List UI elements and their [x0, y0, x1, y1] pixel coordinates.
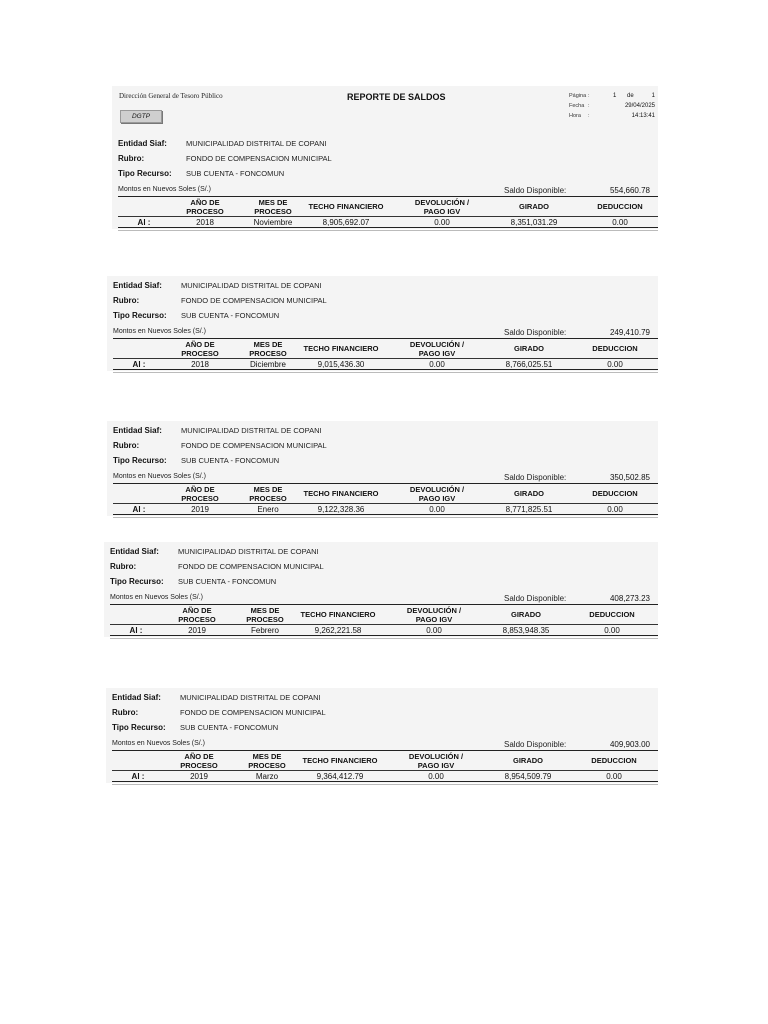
time-value: 14:13:41	[631, 113, 655, 119]
rubro-row	[113, 439, 658, 452]
cell-anio: 2018	[191, 360, 209, 369]
saldo-disponible-label: Saldo Disponible:	[504, 473, 567, 482]
date-value: 29/04/2025	[624, 103, 655, 109]
currency-note: Montos en Nuevos Soles (S/.)	[113, 473, 206, 480]
balance-table	[112, 750, 658, 782]
entidad-row	[113, 279, 658, 292]
entidad-value: MUNICIPALIDAD DISTRITAL DE COPANI	[181, 426, 322, 435]
rubro-row	[118, 152, 658, 165]
cell-girado: 8,351,031.29	[510, 218, 558, 227]
entidad-label: Entidad Siaf:	[113, 426, 162, 435]
tipo-value: SUB CUENTA - FONCOMUN	[186, 169, 285, 178]
saldo-section	[104, 542, 658, 637]
cell-girado: 8,771,825.51	[505, 505, 553, 514]
tipo-row	[110, 575, 658, 588]
table-bottom-rule	[113, 517, 658, 518]
rubro-row	[112, 706, 658, 719]
entidad-value: MUNICIPALIDAD DISTRITAL DE COPANI	[178, 547, 319, 556]
rubro-row	[113, 294, 658, 307]
tipo-label: Tipo Recurso:	[113, 456, 167, 465]
time-row	[569, 113, 657, 123]
table-bottom-rule	[110, 638, 658, 639]
entidad-label: Entidad Siaf:	[118, 139, 167, 148]
entidad-value: MUNICIPALIDAD DISTRITAL DE COPANI	[186, 139, 327, 148]
dgtp-badge: DGTP	[120, 110, 162, 123]
saldo-disponible-label: Saldo Disponible:	[504, 186, 567, 195]
cell-deduccion: 0.00	[604, 626, 620, 635]
saldo-disponible-label: Saldo Disponible:	[504, 328, 567, 337]
saldo-disponible-value: 554,660.78	[609, 186, 650, 195]
column-header-devol: DEVOLUCIÓN / PAGO IGV	[414, 198, 470, 216]
cell-techo: 9,262,221.58	[314, 626, 362, 635]
rubro-label: Rubro:	[112, 708, 139, 717]
row-label-al: Al :	[137, 218, 151, 227]
column-header-techo: TECHO FINANCIERO	[300, 610, 376, 619]
cell-anio: 2019	[191, 505, 209, 514]
page-total: 1	[651, 93, 655, 99]
column-header-anio: AÑO DE PROCESO	[180, 752, 218, 770]
tipo-label: Tipo Recurso:	[113, 311, 167, 320]
balance-table	[110, 604, 658, 636]
column-header-girado: GIRADO	[511, 610, 541, 619]
rubro-row	[110, 560, 658, 573]
page-of-label: de	[627, 93, 634, 99]
currency-note: Montos en Nuevos Soles (S/.)	[110, 594, 203, 601]
cell-techo: 9,364,412.79	[316, 772, 364, 781]
column-header-girado: GIRADO	[514, 489, 544, 498]
tipo-value: SUB CUENTA - FONCOMUN	[180, 723, 279, 732]
cell-techo: 9,015,436.30	[317, 360, 365, 369]
table-bottom-rule	[113, 372, 658, 373]
saldo-disponible-value: 408,273.23	[609, 594, 650, 603]
row-label-al: Al :	[129, 626, 143, 635]
row-label-al: Al :	[132, 505, 146, 514]
rubro-value: FONDO DE COMPENSACION MUNICIPAL	[186, 154, 332, 163]
column-header-techo: TECHO FINANCIERO	[303, 344, 379, 353]
cell-anio: 2019	[190, 772, 208, 781]
time-colon: :	[588, 113, 590, 119]
column-header-mes: MES DE PROCESO	[248, 752, 286, 770]
report-title: REPORTE DE SALDOS	[347, 92, 446, 102]
column-header-girado: GIRADO	[513, 756, 543, 765]
saldo-disponible-value: 350,502.85	[609, 473, 650, 482]
column-header-devol: DEVOLUCIÓN / PAGO IGV	[409, 340, 465, 358]
cell-mes: Diciembre	[249, 360, 286, 369]
row-label-al: Al :	[131, 772, 145, 781]
cell-mes: Enero	[257, 505, 279, 514]
cell-devol: 0.00	[429, 505, 445, 514]
cell-deduccion: 0.00	[612, 218, 628, 227]
page-row	[569, 93, 657, 103]
rubro-value: FONDO DE COMPENSACION MUNICIPAL	[180, 708, 326, 717]
cell-anio: 2018	[196, 218, 214, 227]
column-header-mes: MES DE PROCESO	[249, 485, 287, 503]
time-label: Hora	[569, 113, 581, 119]
cell-devol: 0.00	[429, 360, 445, 369]
balance-table	[118, 196, 658, 228]
column-header-deduccion: DEDUCCION	[597, 202, 643, 211]
date-row	[569, 103, 657, 113]
cell-mes: Noviembre	[253, 218, 293, 227]
cell-deduccion: 0.00	[607, 360, 623, 369]
rubro-value: FONDO DE COMPENSACION MUNICIPAL	[178, 562, 324, 571]
cell-devol: 0.00	[428, 772, 444, 781]
column-header-mes: MES DE PROCESO	[246, 606, 284, 624]
column-header-girado: GIRADO	[514, 344, 544, 353]
tipo-value: SUB CUENTA - FONCOMUN	[181, 456, 280, 465]
cell-deduccion: 0.00	[606, 772, 622, 781]
column-header-anio: AÑO DE PROCESO	[178, 606, 216, 624]
rubro-value: FONDO DE COMPENSACION MUNICIPAL	[181, 441, 327, 450]
cell-techo: 8,905,692.07	[322, 218, 370, 227]
currency-note: Montos en Nuevos Soles (S/.)	[118, 186, 211, 193]
saldo-section	[107, 421, 658, 516]
entidad-row	[118, 137, 658, 150]
column-header-deduccion: DEDUCCION	[592, 489, 638, 498]
saldo-section	[106, 688, 658, 783]
saldo-disponible-value: 409,903.00	[609, 740, 650, 749]
saldo-disponible-label: Saldo Disponible:	[504, 740, 567, 749]
column-header-devol: DEVOLUCIÓN / PAGO IGV	[406, 606, 462, 624]
page-number: 1	[613, 93, 617, 99]
tipo-row	[112, 721, 658, 734]
table-bottom-rule	[118, 230, 658, 231]
column-header-mes: MES DE PROCESO	[254, 198, 292, 216]
rubro-label: Rubro:	[110, 562, 137, 571]
balance-table	[113, 483, 658, 515]
page-label: Página	[569, 93, 587, 99]
date-colon: :	[588, 103, 590, 109]
tipo-label: Tipo Recurso:	[118, 169, 172, 178]
balance-table	[113, 338, 658, 370]
cell-mes: Marzo	[255, 772, 279, 781]
cell-techo: 9,122,328.36	[317, 505, 365, 514]
column-header-techo: TECHO FINANCIERO	[302, 756, 378, 765]
rubro-value: FONDO DE COMPENSACION MUNICIPAL	[181, 296, 327, 305]
cell-mes: Febrero	[250, 626, 279, 635]
tipo-label: Tipo Recurso:	[110, 577, 164, 586]
rubro-label: Rubro:	[118, 154, 145, 163]
column-header-anio: AÑO DE PROCESO	[181, 485, 219, 503]
saldo-section	[107, 276, 658, 371]
saldo-section	[112, 134, 658, 229]
tipo-value: SUB CUENTA - FONCOMUN	[178, 577, 277, 586]
tipo-row	[113, 309, 658, 322]
tipo-value: SUB CUENTA - FONCOMUN	[181, 311, 280, 320]
tipo-row	[113, 454, 658, 467]
entidad-row	[110, 545, 658, 558]
entidad-label: Entidad Siaf:	[110, 547, 159, 556]
cell-devol: 0.00	[426, 626, 442, 635]
column-header-deduccion: DEDUCCION	[591, 756, 637, 765]
entidad-value: MUNICIPALIDAD DISTRITAL DE COPANI	[181, 281, 322, 290]
tipo-label: Tipo Recurso:	[112, 723, 166, 732]
table-bottom-rule	[112, 784, 658, 785]
entidad-label: Entidad Siaf:	[113, 281, 162, 290]
column-header-anio: AÑO DE PROCESO	[186, 198, 224, 216]
column-header-deduccion: DEDUCCION	[589, 610, 635, 619]
column-header-techo: TECHO FINANCIERO	[308, 202, 384, 211]
cell-deduccion: 0.00	[607, 505, 623, 514]
column-header-devol: DEVOLUCIÓN / PAGO IGV	[408, 752, 464, 770]
currency-note: Montos en Nuevos Soles (S/.)	[113, 328, 206, 335]
row-label-al: Al :	[132, 360, 146, 369]
currency-note: Montos en Nuevos Soles (S/.)	[112, 740, 205, 747]
column-header-mes: MES DE PROCESO	[249, 340, 287, 358]
entidad-row	[112, 691, 658, 704]
rubro-label: Rubro:	[113, 441, 140, 450]
cell-girado: 8,766,025.51	[505, 360, 553, 369]
entidad-row	[113, 424, 658, 437]
cell-devol: 0.00	[434, 218, 450, 227]
report-meta	[569, 93, 657, 123]
column-header-anio: AÑO DE PROCESO	[181, 340, 219, 358]
cell-girado: 8,954,509.79	[504, 772, 552, 781]
column-header-devol: DEVOLUCIÓN / PAGO IGV	[409, 485, 465, 503]
saldo-disponible-value: 249,410.79	[609, 328, 650, 337]
column-header-techo: TECHO FINANCIERO	[303, 489, 379, 498]
column-header-deduccion: DEDUCCION	[592, 344, 638, 353]
date-label: Fecha	[569, 103, 585, 109]
entidad-label: Entidad Siaf:	[112, 693, 161, 702]
rubro-label: Rubro:	[113, 296, 140, 305]
column-header-girado: GIRADO	[519, 202, 549, 211]
cell-anio: 2019	[188, 626, 206, 635]
organization-name: Dirección General de Tesoro Público	[119, 92, 223, 100]
page-colon: :	[588, 93, 590, 99]
tipo-row	[118, 167, 658, 180]
cell-girado: 8,853,948.35	[502, 626, 550, 635]
entidad-value: MUNICIPALIDAD DISTRITAL DE COPANI	[180, 693, 321, 702]
saldo-disponible-label: Saldo Disponible:	[504, 594, 567, 603]
